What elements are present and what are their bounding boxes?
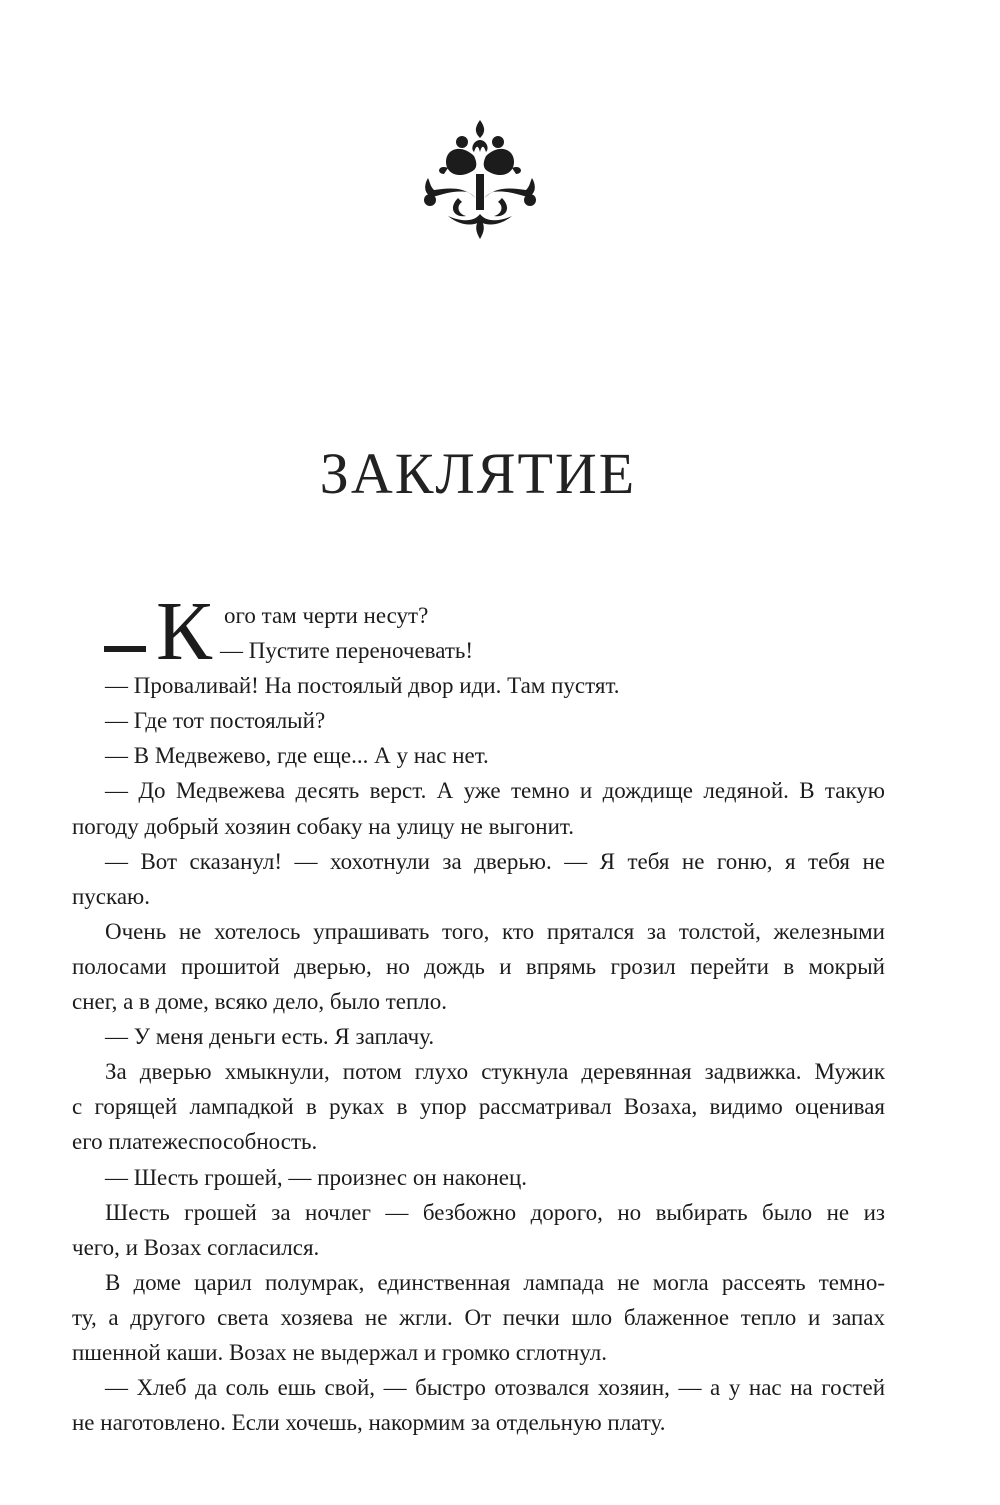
text-line: снег, а в доме, всяко дело, было тепло. — [72, 989, 447, 1015]
text-line: За дверью хмыкнули, потом глухо стукнула деревянная задвижка. Мужик — [105, 1059, 885, 1085]
text-line: — Хлеб да соль ешь свой, — быстро отозвался хозяин, — а у нас на гостей — [105, 1375, 885, 1401]
text-line: — У меня деньги есть. Я заплачу. — [105, 1024, 435, 1050]
text-line: пшенной каши. Возах не выдержал и громко сглотнул. — [72, 1339, 607, 1365]
text-line: Очень не хотелось упрашивать того, кто прятался за толстой, железными — [105, 918, 885, 944]
text-line: Шесть грошей за ночлег — безбожно дорого, но выбирать было не из — [105, 1199, 885, 1225]
text-line: — Шесть грошей, — произнес он наконец. — [105, 1164, 528, 1190]
text-line: ту, а другого света хозяева не жгли. От печки шло блаженное тепло и запах — [72, 1304, 885, 1330]
text-line: — Пустите переночевать! — [220, 638, 474, 664]
text-line: полосами прошитой дверью, но дождь и впрямь грозил перейти в мокрый — [72, 953, 885, 979]
text-line: погоду добрый хозяин собаку на улицу не выгонит. — [72, 813, 574, 839]
text-line: — Вот сказанул! — хохотнули за дверью. — Я тебя не гоню, я тебя не — [105, 848, 885, 874]
text-line: ого там черти несут? — [224, 603, 429, 628]
ornament-icon — [418, 118, 542, 240]
text-line: — Проваливай! На постоялый двор иди. Там пустят. — [105, 673, 620, 699]
text-line: его платежеспособность. — [72, 1129, 318, 1155]
text-line: чего, и Возах согласился. — [72, 1234, 320, 1260]
text-line: В доме царил полумрак, единственная лампада не могла рассеять темно- — [105, 1269, 885, 1295]
drop-cap-letter: К — [156, 585, 213, 678]
chapter-title: ЗАКЛЯТИЕ — [319, 441, 637, 506]
text-line: — Где тот постоялый? — [105, 708, 326, 734]
body-text — [72, 598, 885, 1440]
text-line: с горящей лампадкой в руках в упор рассматривал Возаха, видимо оценивая — [72, 1094, 885, 1120]
text-line: не наготовлено. Если хочешь, накормим за отдельную плату. — [72, 1410, 666, 1436]
text-line: пускаю. — [72, 883, 150, 909]
text-line: — В Медвежево, где еще... А у нас нет. — [105, 743, 489, 769]
text-line: — До Медвежева десять верст. А уже темно и дождище ледяной. В такую — [105, 778, 885, 804]
